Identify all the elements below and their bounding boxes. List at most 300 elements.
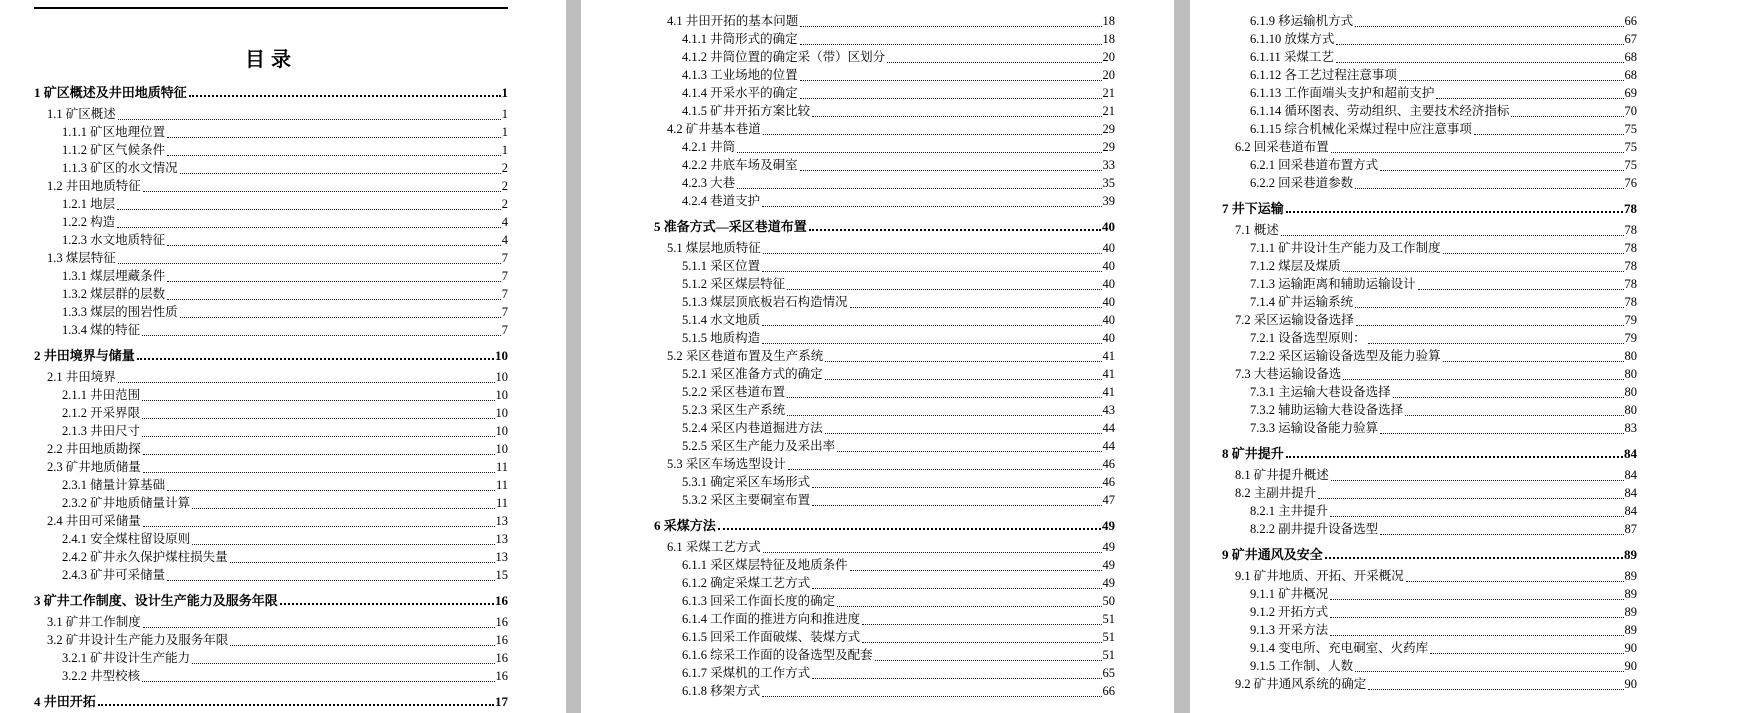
dot-leader: [1368, 689, 1623, 690]
toc-entry[interactable]: [654, 329, 1115, 347]
dot-leader: [812, 588, 1101, 589]
dot-leader: [1436, 98, 1623, 99]
toc-entry[interactable]: [654, 156, 1115, 174]
toc-entry-label: 5.2.5 采区生产能力及采出率: [682, 439, 836, 453]
toc-entry-label: 3.2.1 矿井设计生产能力: [62, 651, 191, 665]
toc-entry-label: 4.2.3 大巷: [682, 176, 736, 190]
toc-entry-page-number: 2: [501, 179, 508, 193]
toc-entry[interactable]: [654, 66, 1115, 84]
toc-entry-label: 4.1.5 矿井开拓方案比较: [682, 104, 811, 118]
toc-entry-label: 7.1.1 矿井设计生产能力及工作制度: [1250, 241, 1441, 255]
dot-leader: [280, 603, 494, 605]
toc-entry-page-number: 7: [501, 323, 508, 337]
toc-entry[interactable]: [654, 239, 1115, 257]
toc-entry-page-number: 51: [1102, 630, 1115, 644]
toc-entry[interactable]: [654, 628, 1115, 646]
toc-entry-label: 7.1.3 运输距离和辅助运输设计: [1250, 277, 1416, 291]
toc-entry-label: 6.1.4 工作面的推进方向和推进度: [682, 612, 861, 626]
dot-leader: [887, 62, 1101, 63]
toc-entry[interactable]: [34, 458, 508, 476]
toc-entry[interactable]: [34, 346, 508, 364]
toc-entry[interactable]: [654, 664, 1115, 682]
toc-entry-page-number: 80: [1624, 367, 1637, 381]
toc-entry-page-number: 89: [1624, 547, 1637, 562]
dot-leader: [825, 433, 1102, 434]
dot-leader: [167, 155, 501, 156]
toc-entry-page-number: 21: [1102, 104, 1115, 118]
dot-leader: [1330, 599, 1623, 600]
toc-entry-page-number: 75: [1624, 158, 1637, 172]
toc-entry[interactable]: [34, 613, 508, 631]
toc-entry[interactable]: [654, 437, 1115, 455]
toc-entry-label: 1.3.1 煤层埋藏条件: [62, 269, 166, 283]
toc-entry-page-number: 66: [1102, 684, 1115, 698]
toc-entry-page-number: 40: [1102, 295, 1115, 309]
dot-leader: [800, 44, 1102, 45]
toc-entry[interactable]: [1222, 66, 1637, 84]
toc-entry-label: 5.2.4 采区内巷道掘进方法: [682, 421, 823, 435]
toc-entry[interactable]: [654, 293, 1115, 311]
toc-entry-label: 6.1.10 放煤方式: [1250, 32, 1335, 46]
toc-entry[interactable]: [34, 141, 508, 159]
toc-entry-page-number: 80: [1624, 403, 1637, 417]
toc-entry-label: 7 井下运输: [1222, 201, 1284, 216]
toc-entry[interactable]: [1222, 138, 1637, 156]
toc-entry-page-number: 40: [1102, 219, 1115, 234]
toc-entry[interactable]: [1222, 484, 1637, 502]
toc-page-2: [581, 0, 1174, 713]
dot-leader: [812, 678, 1101, 679]
toc-entry-page-number: 89: [1624, 569, 1637, 583]
dot-leader: [1355, 307, 1623, 308]
toc-entry-label: 5.2.2 采区巷道布置: [682, 385, 786, 399]
dot-leader: [763, 253, 1102, 254]
toc-entry-label: 2.1 井田境界: [47, 370, 116, 384]
toc-entry-label: 6.1.3 回采工作面长度的确定: [682, 594, 836, 608]
dot-leader: [189, 95, 501, 97]
toc-entry-page-number: 7: [501, 269, 508, 283]
toc-entry-page-number: 43: [1102, 403, 1115, 417]
toc-entry[interactable]: [1222, 84, 1637, 102]
toc-entry-label: 6.1.1 采区煤层特征及地质条件: [682, 558, 848, 572]
toc-entry[interactable]: [654, 610, 1115, 628]
toc-entry-label: 6.1.11 采煤工艺: [1250, 50, 1334, 64]
toc-entry-page-number: 51: [1102, 648, 1115, 662]
toc-entry-page-number: 90: [1624, 641, 1637, 655]
page-3-content: [1222, 0, 1637, 693]
toc-entry-label: 5.1.5 地质构造: [682, 331, 761, 345]
toc-entry-label: 7.3.2 辅助运输大巷设备选择: [1250, 403, 1404, 417]
toc-entry[interactable]: [654, 84, 1115, 102]
toc-entry[interactable]: [34, 213, 508, 231]
toc-entry[interactable]: [34, 512, 508, 530]
toc-entry[interactable]: [1222, 199, 1637, 217]
toc-entry-label: 6 采煤方法: [654, 518, 716, 533]
toc-entry-page-number: 50: [1102, 594, 1115, 608]
toc-entry-page-number: 41: [1102, 349, 1115, 363]
toc-entry-page-number: 10: [495, 348, 508, 363]
toc-entry-page-number: 10: [495, 370, 508, 384]
toc-entry-label: 6.1.12 各工艺过程注意事项: [1250, 68, 1397, 82]
dot-leader: [1380, 170, 1623, 171]
toc-entry[interactable]: [1222, 174, 1637, 192]
toc-entry-page-number: 89: [1624, 623, 1637, 637]
toc-entry-label: 7.2 采区运输设备选择: [1235, 313, 1354, 327]
toc-entry-label: 9.1 矿井地质、开拓、开采概况: [1235, 569, 1404, 583]
toc-entry-label: 1.1.2 矿区气候条件: [62, 143, 166, 157]
toc-entry-label: 8.2.1 主井提升: [1250, 504, 1329, 518]
toc-entry[interactable]: [1222, 311, 1637, 329]
toc-entry-label: 7.2.1 设备选型原则：: [1250, 331, 1366, 345]
dot-leader: [143, 191, 501, 192]
toc-entry-label: 5.3 采区车场选型设计: [667, 457, 786, 471]
toc-entry[interactable]: [654, 419, 1115, 437]
toc-entry-page-number: 84: [1624, 468, 1637, 482]
toc-entry[interactable]: [34, 494, 508, 512]
toc-entry[interactable]: [1222, 466, 1637, 484]
toc-entry[interactable]: [654, 347, 1115, 365]
toc-entry[interactable]: [34, 321, 508, 339]
dot-leader: [787, 397, 1101, 398]
toc-entry[interactable]: [34, 692, 508, 710]
toc-entry[interactable]: [654, 257, 1115, 275]
dot-leader: [1281, 235, 1624, 236]
toc-entry-page-number: 15: [495, 568, 508, 582]
toc-entry[interactable]: [654, 556, 1115, 574]
toc-entry-page-number: 68: [1624, 50, 1637, 64]
toc-entry[interactable]: [1222, 12, 1637, 30]
dot-leader: [1380, 433, 1623, 434]
toc-entry-page-number: 7: [501, 305, 508, 319]
toc-entry[interactable]: [34, 83, 508, 101]
dot-leader: [192, 544, 494, 545]
toc-entry[interactable]: [34, 386, 508, 404]
toc-entry-page-number: 4: [501, 233, 508, 247]
toc-entry[interactable]: [34, 476, 508, 494]
toc-entry-page-number: 35: [1102, 176, 1115, 190]
toc-entry-label: 2.1.3 井田尺寸: [62, 424, 141, 438]
toc-entry-page-number: 49: [1102, 518, 1115, 533]
toc-entry-page-number: 20: [1102, 50, 1115, 64]
toc-entry-label: 1.3.4 煤的特征: [62, 323, 141, 337]
toc-entry-label: 9.1.1 矿井概况: [1250, 587, 1329, 601]
toc-entry[interactable]: [654, 365, 1115, 383]
toc-entry-label: 5.1.1 采区位置: [682, 259, 761, 273]
toc-entry[interactable]: [34, 285, 508, 303]
dot-leader: [1418, 289, 1624, 290]
toc-entry-page-number: 13: [495, 514, 508, 528]
toc-entry[interactable]: [34, 667, 508, 685]
toc-entry-page-number: 1: [501, 107, 508, 121]
dot-leader: [1286, 456, 1623, 458]
toc-entry[interactable]: [34, 249, 508, 267]
toc-entry[interactable]: [1222, 401, 1637, 419]
toc-entry[interactable]: [1222, 657, 1637, 675]
toc-entry-label: 4 井田开拓: [34, 694, 96, 709]
toc-entry[interactable]: [654, 217, 1115, 235]
toc-entry-label: 7.1.4 矿井运输系统: [1250, 295, 1354, 309]
dot-leader: [118, 382, 495, 383]
toc-entry-label: 1 矿区概述及井田地质特征: [34, 85, 187, 100]
toc-entry-label: 6.1.2 确定采煤工艺方式: [682, 576, 811, 590]
toc-entry[interactable]: [654, 48, 1115, 66]
toc-entry[interactable]: [34, 231, 508, 249]
toc-entry-page-number: 40: [1102, 241, 1115, 255]
dot-leader: [825, 379, 1102, 380]
dot-leader: [1355, 671, 1623, 672]
page-1-content: [34, 0, 508, 713]
toc-entry[interactable]: [654, 682, 1115, 700]
toc-entry-page-number: 1: [501, 85, 508, 100]
dot-leader: [143, 526, 495, 527]
toc-entry[interactable]: [654, 516, 1115, 534]
toc-entry[interactable]: [34, 105, 508, 123]
dot-leader: [1511, 116, 1623, 117]
dot-leader: [1336, 62, 1624, 63]
toc-entry-page-number: 78: [1624, 259, 1637, 273]
toc-entry-page-number: 1: [501, 143, 508, 157]
dot-leader: [862, 642, 1101, 643]
dot-leader: [1331, 480, 1624, 481]
toc-entry[interactable]: [34, 303, 508, 321]
toc-entry-label: 8.2.2 副井提升设备选型: [1250, 522, 1379, 536]
toc-entry-label: 6.1 采煤工艺方式: [667, 540, 761, 554]
toc-entry[interactable]: [654, 275, 1115, 293]
toc-entry-label: 2.2 井田地质勘探: [47, 442, 141, 456]
toc-entry[interactable]: [1222, 502, 1637, 520]
toc-entry[interactable]: [1222, 275, 1637, 293]
dot-leader: [788, 469, 1102, 470]
dot-leader: [1368, 343, 1624, 344]
toc-entry[interactable]: [1222, 293, 1637, 311]
toc-entry[interactable]: [654, 646, 1115, 664]
toc-title: 目录: [245, 49, 297, 71]
dot-leader: [98, 704, 494, 706]
toc-entry[interactable]: [1222, 156, 1637, 174]
toc-entry-page-number: 29: [1102, 140, 1115, 154]
toc-entry[interactable]: [654, 574, 1115, 592]
toc-entry-page-number: 13: [495, 550, 508, 564]
toc-entry[interactable]: [1222, 221, 1637, 239]
dot-leader: [1406, 581, 1624, 582]
toc-entry-page-number: 16: [495, 593, 508, 608]
toc-entry-label: 1.3.3 煤层的围岩性质: [62, 305, 178, 319]
dot-leader: [167, 245, 501, 246]
toc-entry-page-number: 4: [501, 215, 508, 229]
toc-entry[interactable]: [1222, 239, 1637, 257]
toc-entry-label: 4.2.2 井底车场及硐室: [682, 158, 798, 172]
toc-entry[interactable]: [1222, 603, 1637, 621]
toc-entry-label: 8 矿井提升: [1222, 446, 1284, 461]
dot-leader: [1430, 653, 1623, 654]
toc-entry-page-number: 84: [1624, 446, 1637, 461]
toc-entry-page-number: 16: [495, 633, 508, 647]
toc-entry[interactable]: [34, 368, 508, 386]
toc-entry-page-number: 21: [1102, 86, 1115, 100]
toc-entry[interactable]: [1222, 102, 1637, 120]
dot-leader: [825, 361, 1101, 362]
dot-leader: [1443, 253, 1624, 254]
toc-entry[interactable]: [34, 530, 508, 548]
toc-entry-page-number: 46: [1102, 475, 1115, 489]
toc-entry-page-number: 78: [1624, 241, 1637, 255]
page-gap: [1174, 0, 1190, 713]
toc-entry[interactable]: [1222, 365, 1637, 383]
toc-entry-page-number: 78: [1624, 223, 1637, 237]
toc-entry[interactable]: [654, 592, 1115, 610]
toc-entry-page-number: 7: [501, 251, 508, 265]
dot-leader: [137, 358, 494, 360]
toc-entry[interactable]: [34, 422, 508, 440]
toc-entry[interactable]: [654, 383, 1115, 401]
toc-entry-page-number: 80: [1624, 349, 1637, 363]
toc-entry[interactable]: [1222, 545, 1637, 563]
toc-entry[interactable]: [34, 566, 508, 584]
toc-entry[interactable]: [1222, 621, 1637, 639]
dot-leader: [167, 299, 501, 300]
toc-entry[interactable]: [34, 631, 508, 649]
toc-entry-label: 4.1.2 井筒位置的确定采（带）区划分: [682, 50, 886, 64]
dot-leader: [737, 152, 1101, 153]
dot-leader: [1399, 80, 1624, 81]
dot-leader: [800, 98, 1102, 99]
toc-entry-label: 8.1 矿井提升概述: [1235, 468, 1329, 482]
toc-entry[interactable]: [34, 267, 508, 285]
toc-entry[interactable]: [654, 102, 1115, 120]
toc-entry-page-number: 89: [1624, 605, 1637, 619]
dot-leader: [1331, 152, 1624, 153]
toc-entry-label: 2.3 矿井地质储量: [47, 460, 141, 474]
toc-entry[interactable]: [654, 120, 1115, 138]
toc-entry-page-number: 46: [1102, 457, 1115, 471]
dot-leader: [850, 570, 1102, 571]
toc-entry[interactable]: [654, 174, 1115, 192]
toc-entry[interactable]: [654, 473, 1115, 491]
toc-entry[interactable]: [34, 440, 508, 458]
toc-entry[interactable]: [1222, 257, 1637, 275]
dot-leader: [142, 681, 494, 682]
toc-entry-label: 2.3.1 储量计算基础: [62, 478, 166, 492]
toc-entry-label: 6.1.6 综采工作面的设备选型及配套: [682, 648, 873, 662]
toc-entry-label: 6.1.14 循环图表、劳动组织、主要技术经济指标: [1250, 104, 1510, 118]
dot-leader: [167, 281, 501, 282]
dot-leader: [1380, 534, 1623, 535]
dot-leader: [117, 209, 501, 210]
dot-leader: [1318, 498, 1623, 499]
toc-entry[interactable]: [1222, 585, 1637, 603]
toc-entry[interactable]: [34, 404, 508, 422]
toc-entry[interactable]: [654, 538, 1115, 556]
toc-entry-page-number: 16: [495, 651, 508, 665]
toc-entry-page-number: 29: [1102, 122, 1115, 136]
dot-leader: [142, 418, 494, 419]
toc-entry-label: 3 矿井工作制度、设计生产能力及服务年限: [34, 593, 278, 608]
dot-leader: [1343, 379, 1623, 380]
toc-entry[interactable]: [1222, 383, 1637, 401]
toc-entry-page-number: 16: [495, 615, 508, 629]
toc-entry[interactable]: [654, 12, 1115, 30]
toc-entry-page-number: 40: [1102, 313, 1115, 327]
toc-entry[interactable]: [1222, 329, 1637, 347]
dot-leader: [1355, 188, 1623, 189]
toc-entry-page-number: 83: [1624, 421, 1637, 435]
toc-entry-label: 1.1.3 矿区的水文情况: [62, 161, 178, 175]
toc-entry-page-number: 78: [1624, 277, 1637, 291]
toc-entry[interactable]: [654, 138, 1115, 156]
toc-entry[interactable]: [1222, 675, 1637, 693]
toc-entry-page-number: 84: [1624, 486, 1637, 500]
toc-entry[interactable]: [1222, 639, 1637, 657]
toc-entry-label: 4.2 矿井基本巷道: [667, 122, 761, 136]
toc-entry[interactable]: [34, 159, 508, 177]
toc-entry-page-number: 18: [1102, 32, 1115, 46]
toc-entry-page-number: 40: [1102, 277, 1115, 291]
toc-entry[interactable]: [34, 123, 508, 141]
toc-entry[interactable]: [1222, 30, 1637, 48]
toc-entry[interactable]: [1222, 419, 1637, 437]
dot-leader: [167, 490, 495, 491]
dot-leader: [762, 696, 1101, 697]
page-top-rule: [34, 7, 508, 9]
toc-entry-page-number: 10: [495, 424, 508, 438]
dot-leader: [143, 472, 495, 473]
dot-leader: [787, 289, 1101, 290]
toc-entry-page-number: 80: [1624, 385, 1637, 399]
toc-entry[interactable]: [34, 548, 508, 566]
toc-entry[interactable]: [654, 192, 1115, 210]
toc-entry-page-number: 67: [1624, 32, 1637, 46]
toc-entry-label: 2.4.3 矿井可采储量: [62, 568, 166, 582]
toc-entry-page-number: 1: [501, 125, 508, 139]
toc-entry-page-number: 41: [1102, 385, 1115, 399]
toc-entry-label: 5.1 煤层地质特征: [667, 241, 761, 255]
toc-entry-page-number: 75: [1624, 140, 1637, 154]
toc-entry[interactable]: [654, 311, 1115, 329]
dot-leader: [180, 173, 501, 174]
toc-entry[interactable]: [654, 401, 1115, 419]
toc-entry-label: 6.1.13 工作面端头支护和超前支护: [1250, 86, 1435, 100]
toc-entry[interactable]: [654, 30, 1115, 48]
toc-entry[interactable]: [1222, 567, 1637, 585]
toc-entry[interactable]: [654, 455, 1115, 473]
toc-entry[interactable]: [1222, 48, 1637, 66]
toc-entry-label: 9.1.5 工作制、人数: [1250, 659, 1354, 673]
toc-entry[interactable]: [34, 177, 508, 195]
toc-entry-label: 3.1 矿井工作制度: [47, 615, 141, 629]
toc-entry-page-number: 16: [495, 669, 508, 683]
dot-leader: [1330, 516, 1623, 517]
toc-entry[interactable]: [1222, 347, 1637, 365]
page-2-content: [654, 0, 1115, 700]
dot-leader: [192, 508, 495, 509]
toc-entry-page-number: 79: [1624, 331, 1637, 345]
toc-entry[interactable]: [34, 591, 508, 609]
toc-entry[interactable]: [34, 649, 508, 667]
toc-entry[interactable]: [654, 491, 1115, 509]
dot-leader: [763, 134, 1102, 135]
toc-entry[interactable]: [1222, 120, 1637, 138]
dot-leader: [1405, 415, 1623, 416]
toc-entry-label: 1.3 煤层特征: [47, 251, 116, 265]
toc-entry-page-number: 10: [495, 442, 508, 456]
toc-entry[interactable]: [1222, 520, 1637, 538]
toc-entry-label: 9.1.2 开拓方式: [1250, 605, 1329, 619]
toc-entry[interactable]: [1222, 444, 1637, 462]
toc-entry-label: 6.1.8 移架方式: [682, 684, 761, 698]
toc-entry-page-number: 10: [495, 388, 508, 402]
toc-entry[interactable]: [34, 195, 508, 213]
toc-entry-label: 6.1.9 移运输机方式: [1250, 14, 1354, 28]
